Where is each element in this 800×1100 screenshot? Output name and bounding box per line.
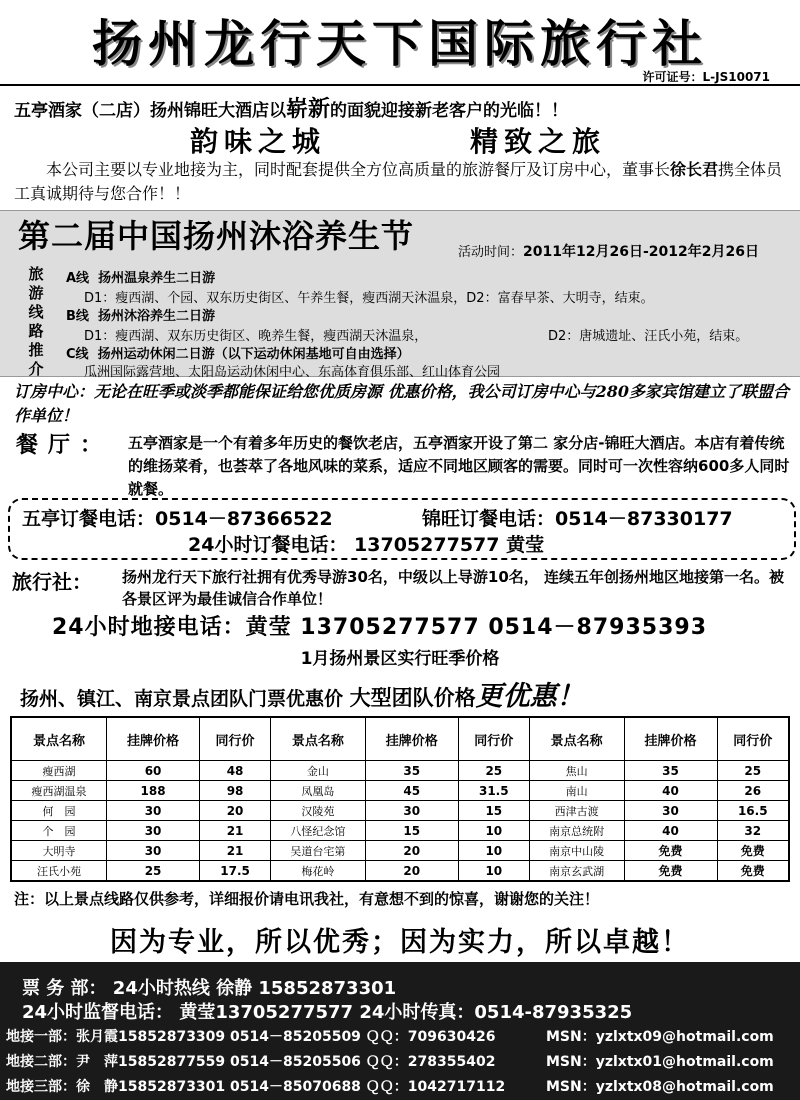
- table-cell: 瘦西湖温泉: [11, 781, 107, 801]
- table-cell: 西津古渡: [529, 801, 624, 821]
- route-a: [66, 267, 215, 286]
- table-cell: 30: [107, 841, 200, 861]
- table-cell: 35: [624, 761, 717, 781]
- dining-label: 餐厅：: [16, 433, 113, 458]
- table-cell: 免费: [624, 841, 717, 861]
- table-cell: 21: [200, 841, 271, 861]
- dining-description: 五亭酒家是一个有着多年历史的餐饮老店，五亭酒家开设了第二 家分店-锦旺大酒店。本店有着传统的维扬菜肴，也荟萃了各地风味的菜系，适应不同地区顾客的需要。同时可一次性容纳600多人同时就餐。: [128, 434, 790, 498]
- route-c-code: C线: [66, 347, 89, 362]
- col-header: 同行价: [717, 717, 789, 761]
- dept1-contact: 地接一部：张月霞15852873309 0514－85205509 ＱＱ：709630426: [6, 1029, 496, 1045]
- table-cell: 个 园: [11, 821, 107, 841]
- festival-section: [0, 210, 800, 380]
- col-header: 挂牌价格: [624, 717, 717, 761]
- dept2-msn: MSN：yzlxtx01@hotmail.com: [546, 1054, 774, 1070]
- intro-headline-part1: 五亭酒家（二店）扬州锦旺大酒店以: [14, 101, 286, 121]
- reference-note: 注：以上景点线路仅供参考，详细报价请电讯我社，有意想不到的惊喜，谢谢您的关注！: [14, 890, 600, 908]
- col-header: 挂牌价格: [107, 717, 200, 761]
- description-text-b: 携全体员工真诚期待与您合作！！: [14, 160, 783, 203]
- table-cell: 32: [717, 821, 789, 841]
- table-cell: 40: [624, 781, 717, 801]
- discount-banner: [20, 674, 584, 713]
- table-cell: 10: [458, 821, 529, 841]
- table-cell: 25: [458, 761, 529, 781]
- travel-hotline: 24小时地接电话：黄莹 13705277577 0514－87935393: [52, 615, 708, 640]
- route-a-code: A线: [66, 271, 90, 286]
- table-cell: 60: [107, 761, 200, 781]
- table-cell: 30: [365, 801, 458, 821]
- dining-phone-box: [8, 498, 796, 560]
- table-cell: 21: [200, 821, 271, 841]
- table-cell: 31.5: [458, 781, 529, 801]
- table-cell: 98: [200, 781, 271, 801]
- col-header: 同行价: [458, 717, 529, 761]
- table-cell: 南山: [529, 781, 624, 801]
- price-table: [10, 716, 790, 882]
- price-table-header: [11, 717, 789, 761]
- table-cell: 48: [200, 761, 271, 781]
- col-header: 景点名称: [11, 717, 107, 761]
- discount-text-b: 大型团队价格: [349, 686, 476, 710]
- table-cell: 188: [107, 781, 200, 801]
- col-header: 挂牌价格: [365, 717, 458, 761]
- route-a-name: 扬州温泉养生二日游: [98, 271, 216, 286]
- jinwang-phone: 锦旺订餐电话：0514－87330177: [422, 508, 733, 530]
- festival-time: [458, 241, 759, 261]
- table-cell: 30: [624, 801, 717, 821]
- table-cell: 南京中山陵: [529, 841, 624, 861]
- route-c-itinerary: 瓜洲国际露营地、太阳岛运动休闲中心、东高体育俱乐部、红山体育公园: [84, 365, 501, 380]
- travel-label: 旅行社：: [12, 570, 92, 594]
- season-notice: 1月扬州景区实行旺季价格: [300, 649, 500, 669]
- license-number: 许可证号：L-JS10071: [642, 70, 770, 84]
- chairman-name: 徐长君: [670, 160, 719, 179]
- table-row: [11, 841, 789, 861]
- dining-24h-phone: 24小时订餐电话： 13705277577 黄莹: [188, 534, 545, 556]
- festival-time-value: 2011年12月26日-2012年2月26日: [523, 244, 759, 260]
- booking-center: 订房中心：无论在旺季或淡季都能保证给您优质房源 优惠价格，我公司订房中心与280多家宾馆建立了联盟合作单位！: [14, 382, 789, 425]
- travel-description: 扬州龙行天下旅行社拥有优秀导游30名，中级以上导游10名， 连续五年创扬州地区地接第一名。被各景区评为最佳诚信合作单位！: [122, 568, 784, 608]
- slogan-left: 韵味之城: [190, 125, 327, 158]
- table-cell: 30: [107, 801, 200, 821]
- table-cell: 南京玄武湖: [529, 861, 624, 882]
- route-recommend-label: 旅游线路推介: [28, 265, 44, 378]
- route-b-code: B线: [66, 309, 89, 324]
- table-cell: 15: [458, 801, 529, 821]
- discount-text-a: 扬州、镇江、南京景点团队门票优惠价: [20, 688, 344, 710]
- festival-title: 第二届中国扬州沐浴养生节: [18, 217, 415, 255]
- table-cell: 10: [458, 841, 529, 861]
- company-motto: 因为专业，所以优秀；因为实力，所以卓越！: [110, 927, 690, 958]
- table-row: [11, 801, 789, 821]
- table-cell: 梅花岭: [271, 861, 366, 882]
- table-cell: 35: [365, 761, 458, 781]
- route-b-itinerary-d1: D1：瘦西湖、双东历史街区、晚养生餐，瘦西湖天沐温泉，: [84, 329, 428, 344]
- table-cell: 凤凰岛: [271, 781, 366, 801]
- table-cell: 大明寺: [11, 841, 107, 861]
- dept3-msn: MSN：yzlxtx08@hotmail.com: [546, 1079, 774, 1095]
- col-header: 景点名称: [271, 717, 366, 761]
- ticket-department: 票 务 部： 24小时热线 徐静 15852873301: [22, 978, 397, 999]
- discount-text-c: 更优惠！: [475, 681, 584, 712]
- table-cell: 20: [200, 801, 271, 821]
- table-cell: 免费: [717, 841, 789, 861]
- table-cell: 金山: [271, 761, 366, 781]
- wuting-phone: 五亭订餐电话：0514－87366522: [22, 508, 333, 530]
- route-b-name: 扬州沐浴养生二日游: [97, 309, 215, 324]
- table-cell: 吴道台宅第: [271, 841, 366, 861]
- table-row: [11, 781, 789, 801]
- table-cell: 40: [624, 821, 717, 841]
- table-cell: 汉陵苑: [271, 801, 366, 821]
- table-cell: 八怪纪念馆: [271, 821, 366, 841]
- intro-headline-emphasis: 崭新: [286, 97, 331, 122]
- company-description: [14, 158, 790, 206]
- table-cell: 26: [717, 781, 789, 801]
- col-header: 同行价: [200, 717, 271, 761]
- table-row: [11, 761, 789, 781]
- intro-headline-part2: 的面貌迎接新老客户的光临！！: [330, 101, 569, 121]
- festival-time-label: 活动时间：: [458, 245, 524, 260]
- footer-contacts: [0, 962, 800, 1100]
- dept2-contact: 地接二部：尹 萍15852877559 0514－85205506 ＱＱ：278355402: [6, 1054, 496, 1070]
- table-cell: 20: [365, 861, 458, 882]
- table-cell: 汪氏小苑: [11, 861, 107, 882]
- table-cell: 南京总统附: [529, 821, 624, 841]
- company-title: 扬州龙行天下国际旅行社: [92, 14, 708, 73]
- table-cell: 瘦西湖: [11, 761, 107, 781]
- table-row: [11, 821, 789, 841]
- table-cell: 20: [365, 841, 458, 861]
- route-c: [66, 343, 410, 362]
- table-cell: 16.5: [717, 801, 789, 821]
- description-text-a: 本公司主要以专业地接为主，同时配套提供全方位高质量的旅游餐厅及订房中心，董事长: [46, 160, 671, 179]
- table-cell: 15: [365, 821, 458, 841]
- table-cell: 免费: [717, 861, 789, 882]
- table-cell: 免费: [624, 861, 717, 882]
- route-c-name: 扬州运动休闲二日游（以下运动休闲基地可自由选择）: [97, 347, 410, 362]
- table-cell: 25: [107, 861, 200, 882]
- table-cell: 10: [458, 861, 529, 882]
- route-b: [66, 305, 215, 324]
- table-cell: 17.5: [200, 861, 271, 882]
- table-cell: 何 园: [11, 801, 107, 821]
- table-cell: 30: [107, 821, 200, 841]
- table-cell: 25: [717, 761, 789, 781]
- table-row: [11, 861, 789, 882]
- intro-headline: [14, 92, 568, 123]
- table-cell: 45: [365, 781, 458, 801]
- col-header: 景点名称: [529, 717, 624, 761]
- supervision-phone: 24小时监督电话： 黄莹13705277577 24小时传真：0514-87935325: [22, 1002, 633, 1023]
- dept1-msn: MSN：yzlxtx09@hotmail.com: [546, 1029, 774, 1045]
- table-cell: 焦山: [529, 761, 624, 781]
- route-a-itinerary: D1：瘦西湖、个园、双东历史街区、午养生餐，瘦西湖天沐温泉，D2：富春早茶、大明寺，结束。: [84, 291, 654, 306]
- slogan-right: 精致之旅: [470, 125, 607, 158]
- route-b-itinerary-d2: D2：唐城遗址、汪氏小苑，结束。: [548, 329, 749, 344]
- header-divider: [0, 84, 800, 86]
- dept3-contact: 地接三部：徐 静15852873301 0514－85070688 ＱＱ：1042717112: [6, 1079, 506, 1095]
